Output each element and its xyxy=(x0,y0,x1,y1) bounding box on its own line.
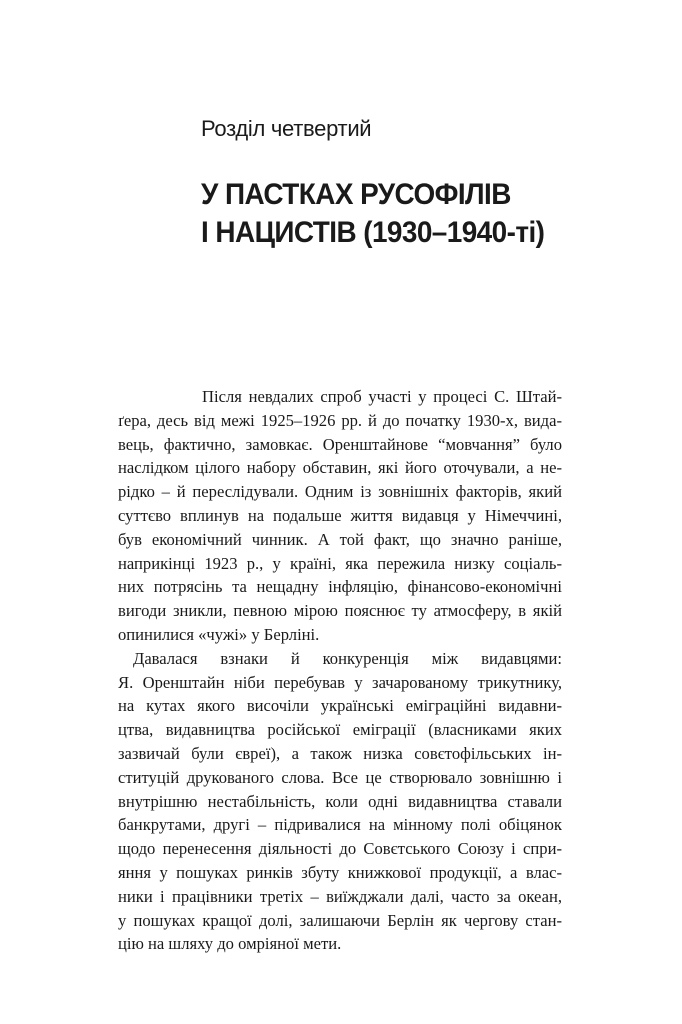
text-line: наприкінці 1923 р., у країні, яка пережила низку соціаль- xyxy=(118,553,562,573)
chapter-title xyxy=(201,176,544,252)
text-line: вець, фактично, замовкає. Оренштайнове “мовчання” було xyxy=(118,434,562,454)
body-text xyxy=(118,385,562,956)
text-line: ґера, десь від межі 1925–1926 рр. й до початку 1930-х, вида- xyxy=(118,410,562,430)
text-line: цтва, видавництва російської еміграції (власниками яких xyxy=(118,720,562,740)
text-line: ституцій друкованого слова. Все це створювало зовнішню і xyxy=(118,767,562,787)
text-line: рідко – й переслідували. Одним із зовнішніх факторів, який xyxy=(118,482,562,502)
text-line: ники і працівники третіх – виїжджали далі, часто за океан, xyxy=(118,886,562,906)
text-line: Після невдалих спроб участі у процесі С. Штай- xyxy=(202,387,562,406)
text-line: Давалася взнаки й конкуренція між видавцями: xyxy=(133,648,562,668)
paragraph xyxy=(118,647,562,956)
text-line: вигоди зникли, певною мірою пояснює ту атмосферу, в якій xyxy=(118,601,562,621)
text-line: щодо перенесення діяльності до Совєтського Союзу і спри- xyxy=(118,839,562,859)
text-line: банкрутами, другі – підривалися на мінному полі обіцянок xyxy=(118,815,562,835)
text-line: зазвичай були євреї), а також низка совєтофільських ін- xyxy=(118,743,562,763)
text-line: на кутах якого височіли українські еміграційні видавни- xyxy=(118,696,562,716)
text-line: наслідком цілого набору обставин, які його оточували, а не- xyxy=(118,458,562,478)
text-line: був економічний чинник. А той факт, що значно раніше, xyxy=(118,529,562,549)
text-line: цію на шляху до омріяної мети. xyxy=(118,934,342,954)
text-line: Я. Оренштайн ніби перебував у зачарованому трикутнику, xyxy=(118,672,562,692)
text-line: внутрішню нестабільність, коли одні видавництва ставали xyxy=(118,791,562,811)
chapter-title-line: І НАЦИСТІВ (1930–1940-ті) xyxy=(201,216,545,249)
text-line: у пошуках кращої долі, залишаючи Берлін як чергову стан- xyxy=(118,910,562,930)
text-line: них потрясінь та нещадну інфляцію, фінансово-економічні xyxy=(118,577,562,597)
chapter-title-line: У ПАСТКАХ РУСОФІЛІВ xyxy=(201,178,511,211)
text-line: опинилися «чужі» у Берліні. xyxy=(118,624,320,644)
text-line: суттєво вплинув на подальше життя видавця у Німеччині, xyxy=(118,505,562,525)
chapter-label: Розділ четвертий xyxy=(201,116,372,141)
text-line: яння у пошуках ринків збуту книжкової продукції, а влас- xyxy=(118,862,562,882)
paragraph xyxy=(118,385,562,647)
